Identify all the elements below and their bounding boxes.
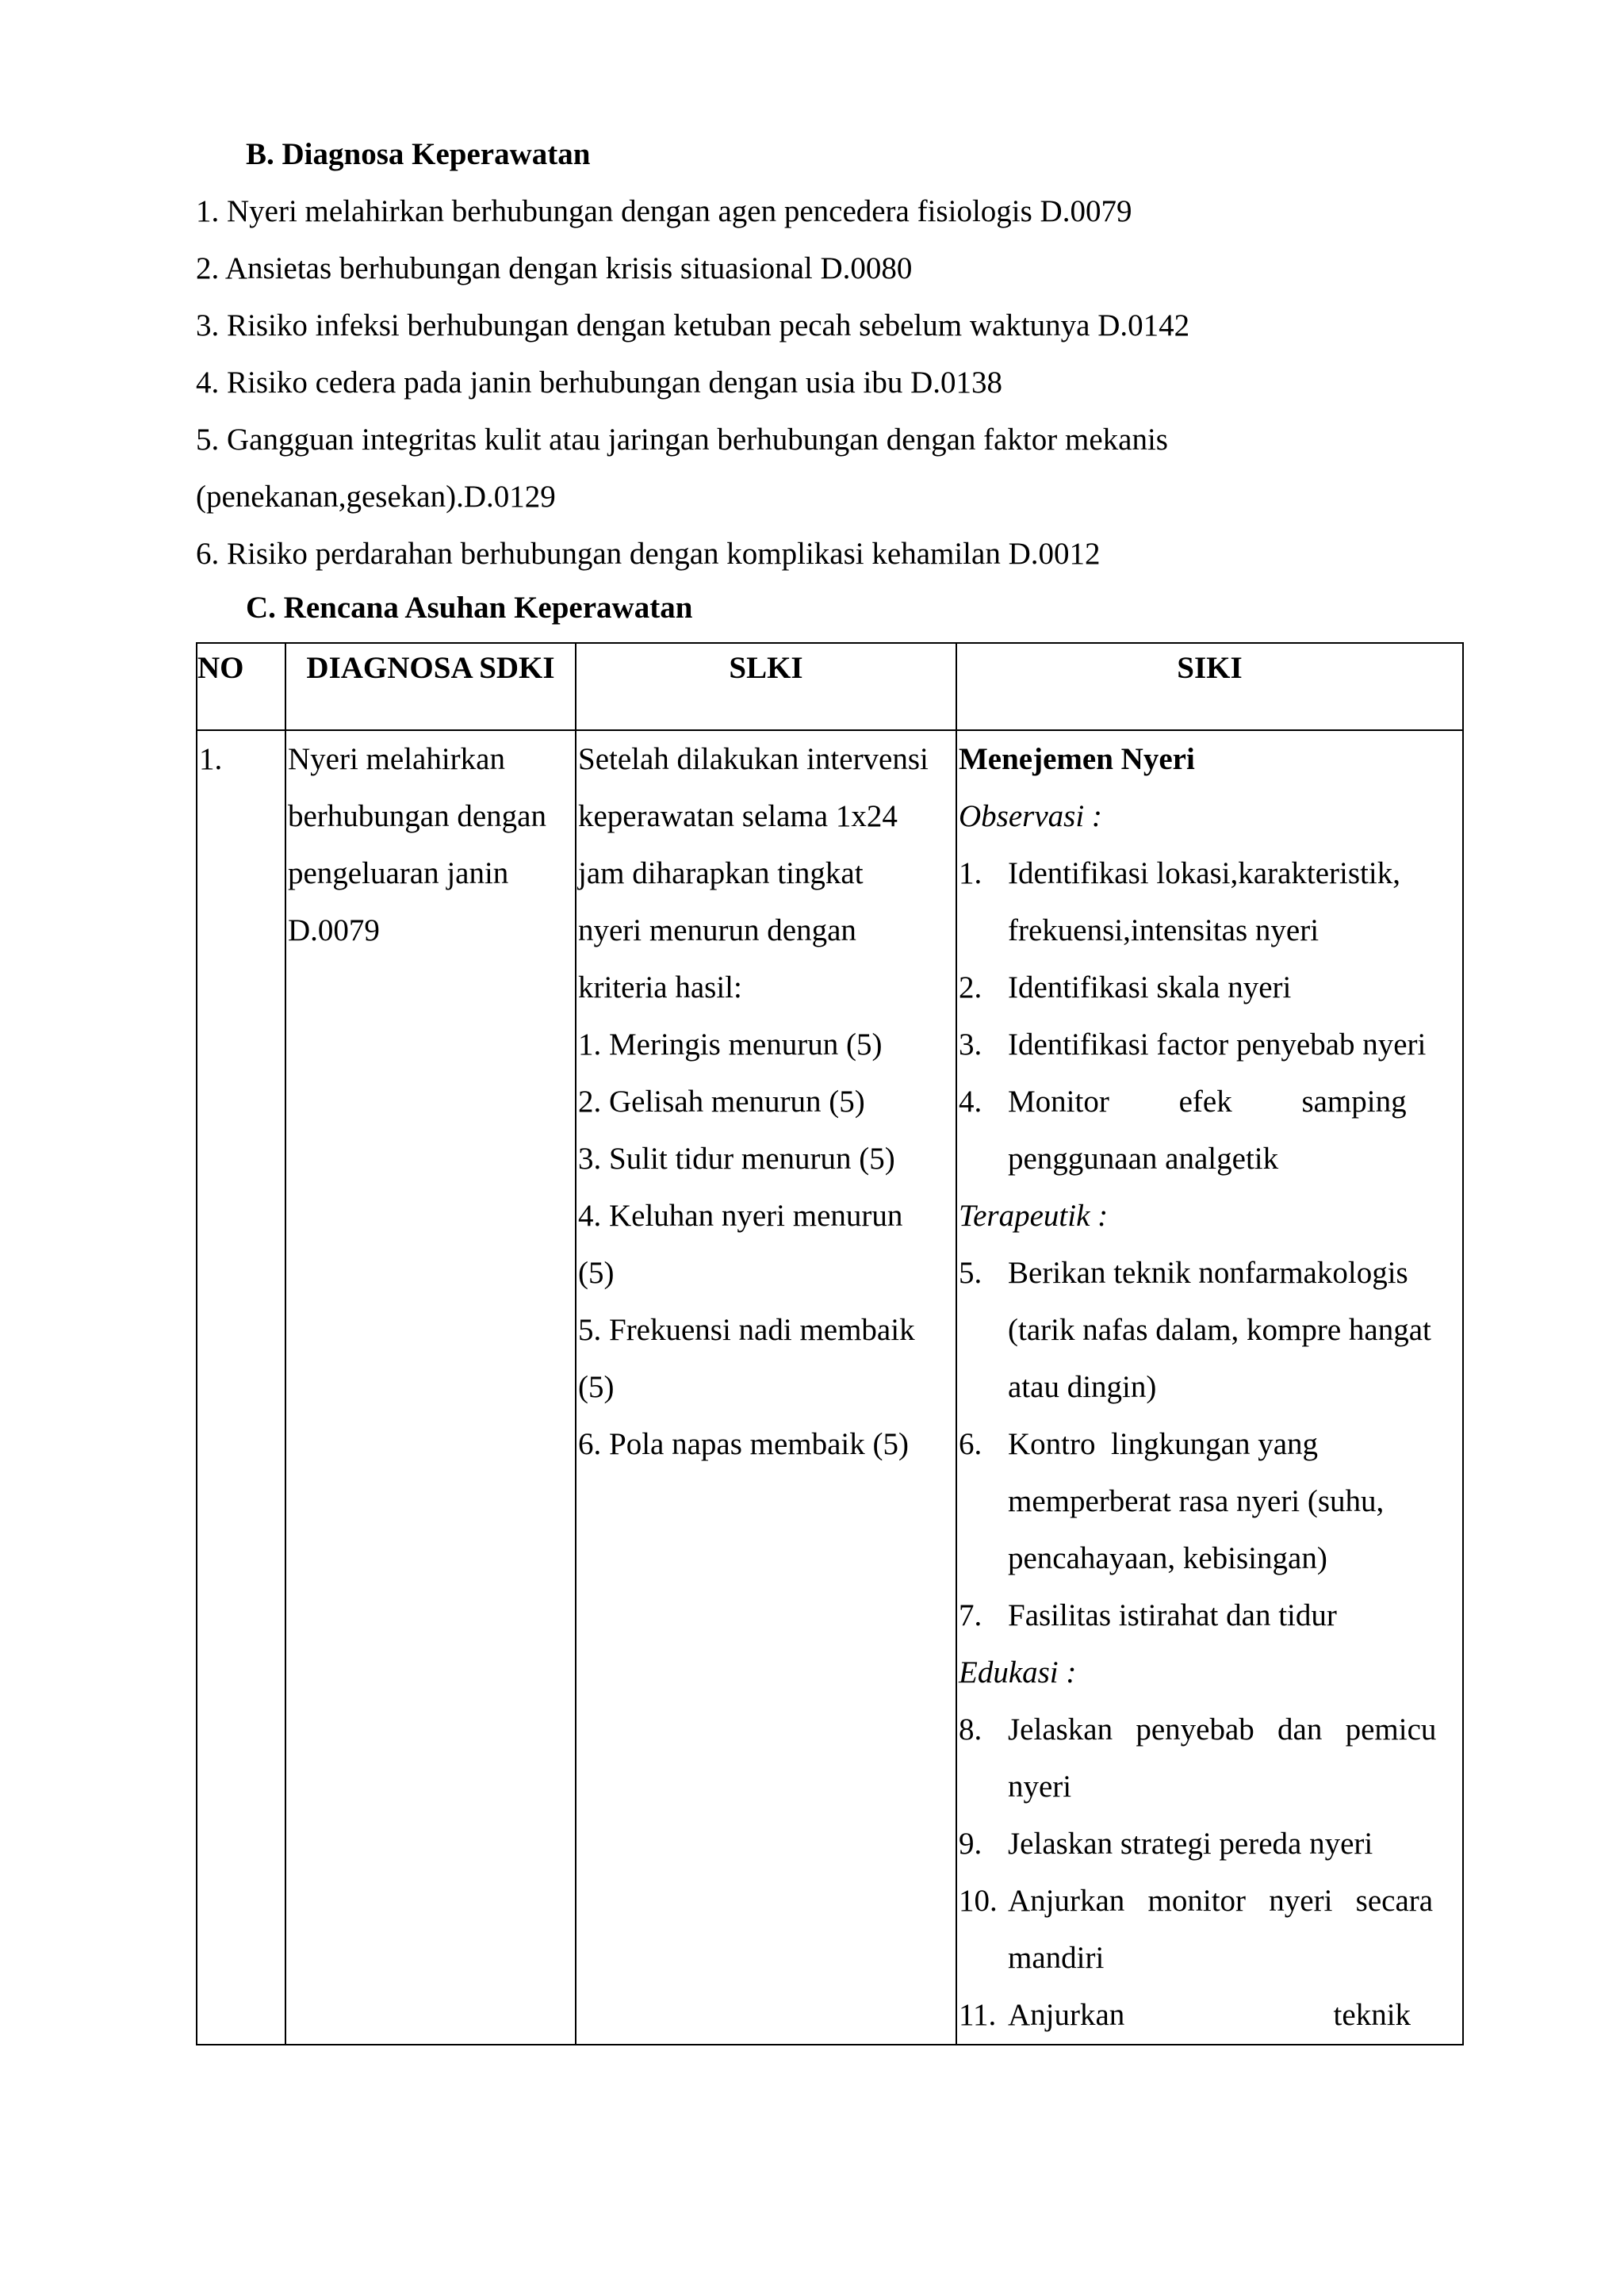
siki-item	[959, 959, 1462, 1016]
slki-criteria: 1. Meringis menurun (5)	[578, 1027, 883, 1062]
siki-item-text: memperberat rasa nyeri (suhu,	[1008, 1484, 1385, 1518]
slki-criteria: (5)	[578, 1256, 615, 1290]
siki-item-text: Identifikasi factor penyebab nyeri	[1008, 1027, 1427, 1062]
slki-criteria: 4. Keluhan nyeri menurun	[578, 1199, 903, 1233]
siki-item-number: 3.	[959, 1027, 982, 1062]
siki-item-number: 2.	[959, 970, 982, 1004]
cell-no	[197, 730, 285, 2045]
siki-item	[959, 1816, 1462, 1873]
siki-item	[959, 1587, 1462, 1644]
siki-item-number: 9.	[959, 1827, 982, 1861]
siki-title: Menejemen Nyeri	[959, 742, 1195, 776]
siki-item-text: pencahayaan, kebisingan)	[1008, 1541, 1327, 1575]
slki-criteria: 3. Sulit tidur menurun (5)	[578, 1142, 895, 1176]
siki-item-number: 11.	[959, 1998, 997, 2032]
siki-item-text: Monitor efek samping	[1008, 1085, 1407, 1119]
siki-item-number: 6.	[959, 1427, 982, 1461]
siki-item-text: mandiri	[1008, 1941, 1105, 1975]
diagnosa-line: D.0079	[288, 913, 380, 947]
siki-item	[959, 1701, 1462, 1816]
siki-item-text: Jelaskan penyebab dan pemicu	[1008, 1712, 1437, 1747]
siki-item-text: Jelaskan strategi pereda nyeri	[1008, 1827, 1373, 1861]
siki-item-text: nyeri	[1008, 1770, 1072, 1804]
siki-category-terapeutik: Terapeutik :	[959, 1199, 1109, 1233]
diagnosis-item: 3. Risiko infeksi berhubungan dengan ketuban pecah sebelum waktunya D.0142	[196, 308, 1190, 342]
siki-item-text: (tarik nafas dalam, kompre hangat	[1008, 1313, 1431, 1347]
diagnosis-item: 1. Nyeri melahirkan berhubungan dengan agen pencedera fisiologis D.0079	[196, 194, 1132, 228]
siki-item-number: 4.	[959, 1085, 982, 1119]
siki-item-text: Anjurkan teknik	[1008, 1998, 1411, 2032]
siki-item-number: 7.	[959, 1598, 982, 1632]
siki-item	[959, 1016, 1462, 1073]
care-plan-table	[196, 642, 1464, 2045]
cell-slki	[576, 730, 956, 2045]
siki-item-number: 5.	[959, 1256, 982, 1290]
diagnosis-item: 4. Risiko cedera pada janin berhubungan dengan usia ibu D.0138	[196, 365, 1002, 400]
cell-siki	[956, 730, 1463, 2045]
siki-item	[959, 845, 1462, 959]
diagnosis-item: 5. Gangguan integritas kulit atau jaringan berhubungan dengan faktor mekanis	[196, 423, 1168, 457]
siki-item-text: Fasilitas istirahat dan tidur	[1008, 1598, 1337, 1632]
diagnosa-line: pengeluaran janin	[288, 856, 509, 890]
diagnosa-line: berhubungan dengan	[288, 799, 546, 833]
siki-item-text: penggunaan analgetik	[1008, 1142, 1279, 1176]
slki-criteria: 6. Pola napas membaik (5)	[578, 1427, 909, 1461]
slki-line: kriteria hasil:	[578, 970, 742, 1004]
slki-line: nyeri menurun dengan	[578, 913, 856, 947]
siki-item-text: frekuensi,intensitas nyeri	[1008, 913, 1320, 947]
siki-item-text: Anjurkan monitor nyeri secara	[1008, 1884, 1434, 1918]
siki-item-text: Berikan teknik nonfarmakologis	[1008, 1256, 1408, 1290]
siki-item	[959, 1987, 1462, 2044]
diagnosis-item: 2. Ansietas berhubungan dengan krisis situasional D.0080	[196, 251, 913, 285]
table-row	[197, 730, 1463, 2045]
slki-criteria: (5)	[578, 1370, 615, 1404]
siki-item	[959, 1073, 1462, 1188]
slki-line: Setelah dilakukan intervensi	[578, 742, 929, 776]
siki-item-number: 1.	[959, 856, 982, 890]
section-c-heading: C. Rencana Asuhan Keperawatan	[246, 591, 693, 625]
siki-item	[959, 1245, 1462, 1416]
siki-item	[959, 1873, 1462, 1987]
siki-item-text: Identifikasi skala nyeri	[1008, 970, 1292, 1004]
row-number: 1.	[199, 742, 223, 776]
header-diagnosa: DIAGNOSA SDKI	[285, 643, 576, 730]
siki-item-text: atau dingin)	[1008, 1370, 1157, 1404]
header-no: NO	[197, 643, 285, 730]
table-header-row	[197, 643, 1463, 730]
slki-criteria: 5. Frekuensi nadi membaik	[578, 1313, 915, 1347]
slki-line: jam diharapkan tingkat	[578, 856, 864, 890]
siki-category-observasi: Observasi :	[959, 799, 1102, 833]
diagnosa-line: Nyeri melahirkan	[288, 742, 505, 776]
header-slki: SLKI	[576, 643, 956, 730]
slki-criteria: 2. Gelisah menurun (5)	[578, 1085, 865, 1119]
siki-item-number: 10.	[959, 1884, 998, 1918]
siki-category-edukasi: Edukasi :	[959, 1655, 1077, 1689]
slki-line: keperawatan selama 1x24	[578, 799, 898, 833]
siki-item	[959, 1416, 1462, 1587]
siki-item-number: 8.	[959, 1712, 982, 1747]
header-siki: SIKI	[956, 643, 1463, 730]
diagnosis-item: 6. Risiko perdarahan berhubungan dengan komplikasi kehamilan D.0012	[196, 537, 1101, 571]
siki-item-text: Identifikasi lokasi,karakteristik,	[1008, 856, 1400, 890]
siki-item-text: Kontro lingkungan yang	[1008, 1427, 1319, 1461]
diagnosis-item-continuation: (penekanan,gesekan).D.0129	[196, 480, 556, 514]
section-b-heading: B. Diagnosa Keperawatan	[246, 137, 591, 171]
cell-diagnosa	[285, 730, 576, 2045]
